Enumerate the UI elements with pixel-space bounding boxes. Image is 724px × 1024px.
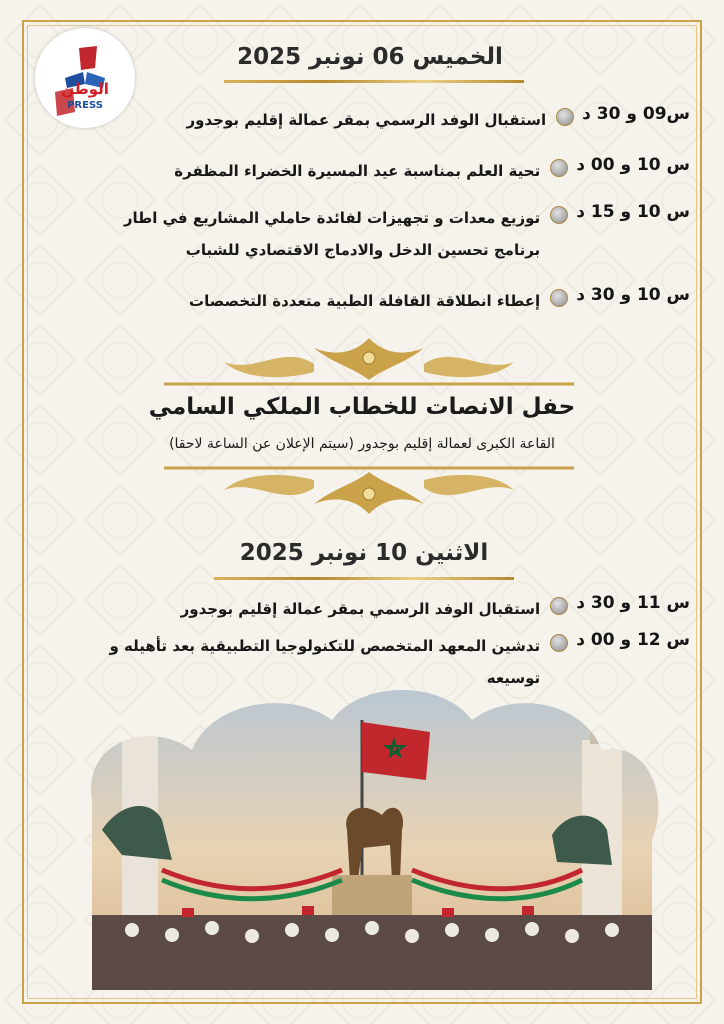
item-text: توزيع معدات و تجهيزات لفائدة حاملي المشاريع في اطار برنامج تحسين الدخل والادماج الاقتصادي للشباب: [123, 209, 541, 259]
bullet-icon: [550, 159, 568, 177]
item-time: س 12 و 00 د: [576, 630, 690, 650]
day1-item-2: [90, 155, 690, 187]
item-time: س09 و 30 د: [582, 104, 690, 124]
item-time: س 10 و 15 د: [576, 202, 690, 222]
item-text: استقبال الوفد الرسمي بمقر عمالة إقليم بوجدور: [186, 111, 547, 129]
day1-divider: [224, 80, 524, 83]
day1-item-3: [90, 202, 690, 266]
bullet-icon: [550, 289, 568, 307]
item-text: إعطاء انطلاقة القافلة الطبية متعددة التخصصات: [189, 292, 541, 310]
bullet-icon: [556, 108, 574, 126]
item-time: س 10 و 30 د: [576, 285, 690, 305]
ceremony-title: حفل الانصات للخطاب الملكي السامي: [148, 394, 576, 420]
item-text: استقبال الوفد الرسمي بمقر عمالة إقليم بوجدور: [180, 600, 541, 618]
ornament-bottom: [164, 464, 574, 518]
logo-name: الوطن: [61, 80, 109, 98]
logo-sub: PRESS: [67, 100, 103, 111]
city-celebration-photo: [62, 680, 672, 990]
bullet-icon: [550, 634, 568, 652]
day1-item-4: [90, 285, 690, 317]
item-time: س 11 و 30 د: [576, 593, 690, 613]
bullet-icon: [550, 597, 568, 615]
ornament-top: [164, 334, 574, 388]
bullet-icon: [550, 206, 568, 224]
item-time: س 10 و 00 د: [576, 155, 690, 175]
item-text: تحية العلم بمناسبة عيد المسيرة الخضراء المظفرة: [174, 162, 541, 180]
day2-divider: [214, 577, 514, 580]
ceremony-subtitle: القاعة الكبرى لعمالة إقليم بوجدور (سيتم الإعلان عن الساعة لاحقا): [169, 436, 555, 452]
day1-title: الخميس 06 نونبر 2025: [237, 44, 503, 70]
day2-item-1: [90, 593, 690, 625]
item-text: تدشين المعهد المتخصص للتكنولوجيا التطبيقية بعد تأهيله و توسيعه: [109, 637, 541, 687]
day1-item-1: [90, 104, 690, 136]
day2-title: الاثنين 10 نونبر 2025: [239, 540, 489, 566]
